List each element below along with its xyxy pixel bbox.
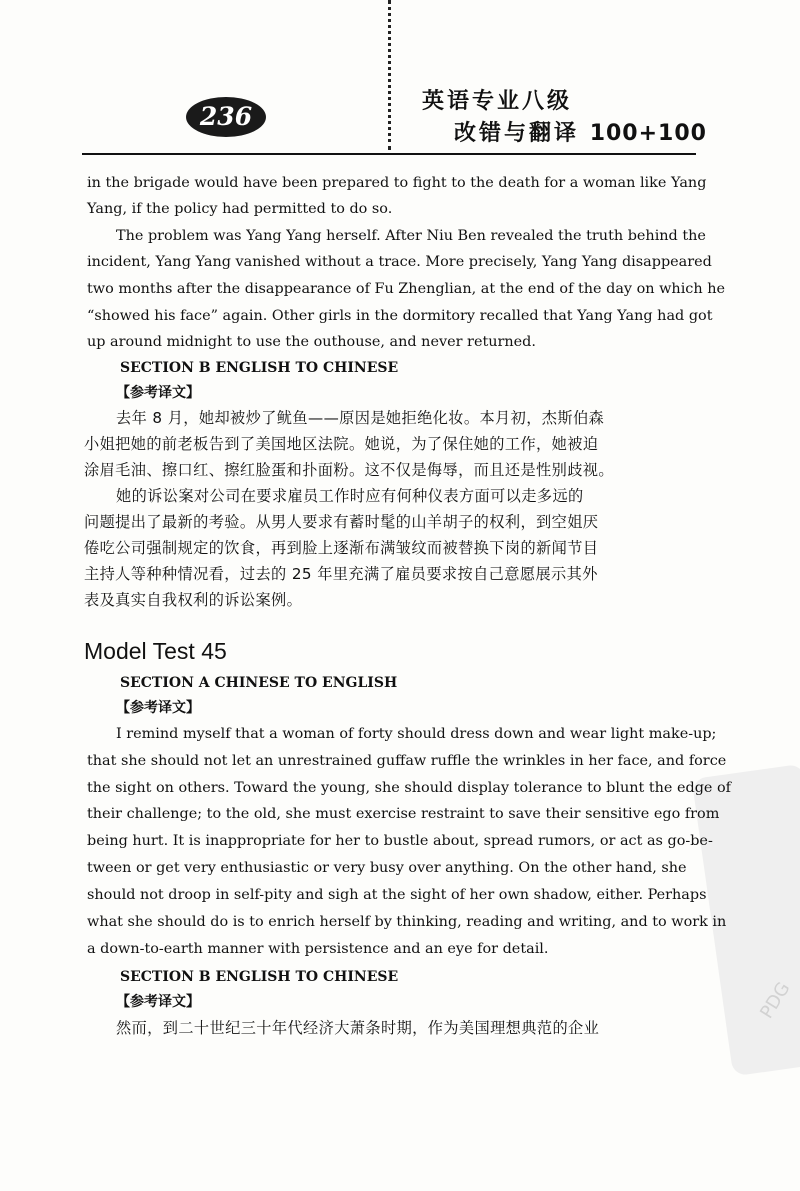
- book-title-line2-number: 100+100: [589, 121, 707, 146]
- translation-line: 问题提出了最新的考验。从男人要求有蓄时髦的山羊胡子的权利，到空姐厌: [84, 513, 599, 531]
- book-title-line2-text: 改错与翻译: [454, 120, 580, 146]
- book-title-line2: [454, 116, 707, 147]
- translation-line: 倦吃公司强制规定的饮食，再到脸上逐渐布满皱纹而被替换下岗的新闻节目: [84, 539, 599, 557]
- passage-line: what she should do is to enrich herself by thinking, reading and writing, and to work in: [87, 914, 727, 930]
- passage-line: incident, Yang Yang vanished without a trace. More precisely, Yang Yang disappeared: [87, 254, 712, 270]
- model-test-heading: Model Test 45: [84, 638, 227, 664]
- reference-translation-label: 【参考译文】: [116, 385, 200, 401]
- passage-line: “showed his face” again. Other girls in the dormitory recalled that Yang Yang had got: [87, 308, 713, 324]
- passage-line: should not droop in self-pity and sigh at the sight of her own shadow, either. Perhaps: [87, 887, 707, 903]
- reference-translation-label: 【参考译文】: [116, 700, 200, 716]
- passage-line: up around midnight to use the outhouse, and never returned.: [87, 334, 536, 350]
- translation-line: 去年 8 月，她却被炒了鱿鱼——原因是她拒绝化妆。本月初，杰斯伯森: [116, 409, 605, 427]
- passage-line: that she should not let an unrestrained guffaw ruffle the wrinkles in her face, and force: [87, 753, 727, 769]
- passage-line: tween or get very enthusiastic or very busy over anything. On the other hand, she: [87, 860, 687, 876]
- translation-line: 涂眉毛油、擦口红、擦红脸蛋和扑面粉。这不仅是侮辱，而且还是性别歧视。: [84, 461, 614, 479]
- binding-dotted-line: [388, 0, 391, 150]
- passage-line: two months after the disappearance of Fu Zhenglian, at the end of the day on which he: [87, 281, 725, 297]
- passage-line: their challenge; to the old, she must exercise restraint to save their sensitive ego from: [87, 806, 720, 822]
- translation-line: 她的诉讼案对公司在要求雇员工作时应有何种仪表方面可以走多远的: [116, 487, 584, 505]
- page-number: 236: [186, 97, 266, 137]
- reference-translation-label: 【参考译文】: [116, 994, 200, 1010]
- section-heading: SECTION B ENGLISH TO CHINESE: [120, 969, 399, 985]
- translation-line: 小姐把她的前老板告到了美国地区法院。她说，为了保住她的工作，她被迫: [84, 435, 599, 453]
- passage-line: The problem was Yang Yang herself. After Niu Ben revealed the truth behind the: [116, 228, 706, 244]
- translation-line: 表及真实自我权利的诉讼案例。: [84, 591, 303, 609]
- translation-line: 然而，到二十世纪三十年代经济大萧条时期，作为美国理想典范的企业: [116, 1019, 600, 1037]
- passage-line: being hurt. It is inappropriate for her to bustle about, spread rumors, or act as go-be-: [87, 833, 713, 849]
- translation-line: 主持人等种种情况看，过去的 25 年里充满了雇员要求按自己意愿展示其外: [84, 565, 598, 583]
- passage-line: the sight on others. Toward the young, she should display tolerance to blunt the edge of: [87, 780, 732, 796]
- passage-line: Yang, if the policy had permitted to do so.: [87, 201, 393, 217]
- section-heading: SECTION B ENGLISH TO CHINESE: [120, 360, 399, 376]
- passage-line: I remind myself that a woman of forty should dress down and wear light make-up;: [116, 726, 717, 742]
- header-rule: [82, 153, 696, 155]
- watermark-text: PDG: [756, 978, 795, 1023]
- section-heading: SECTION A CHINESE TO ENGLISH: [120, 675, 398, 691]
- book-title-line1: 英语专业八级: [422, 88, 573, 114]
- passage-line: a down-to-earth manner with persistence and an eye for detail.: [87, 941, 549, 957]
- passage-line: in the brigade would have been prepared to fight to the death for a woman like Yang: [87, 175, 707, 191]
